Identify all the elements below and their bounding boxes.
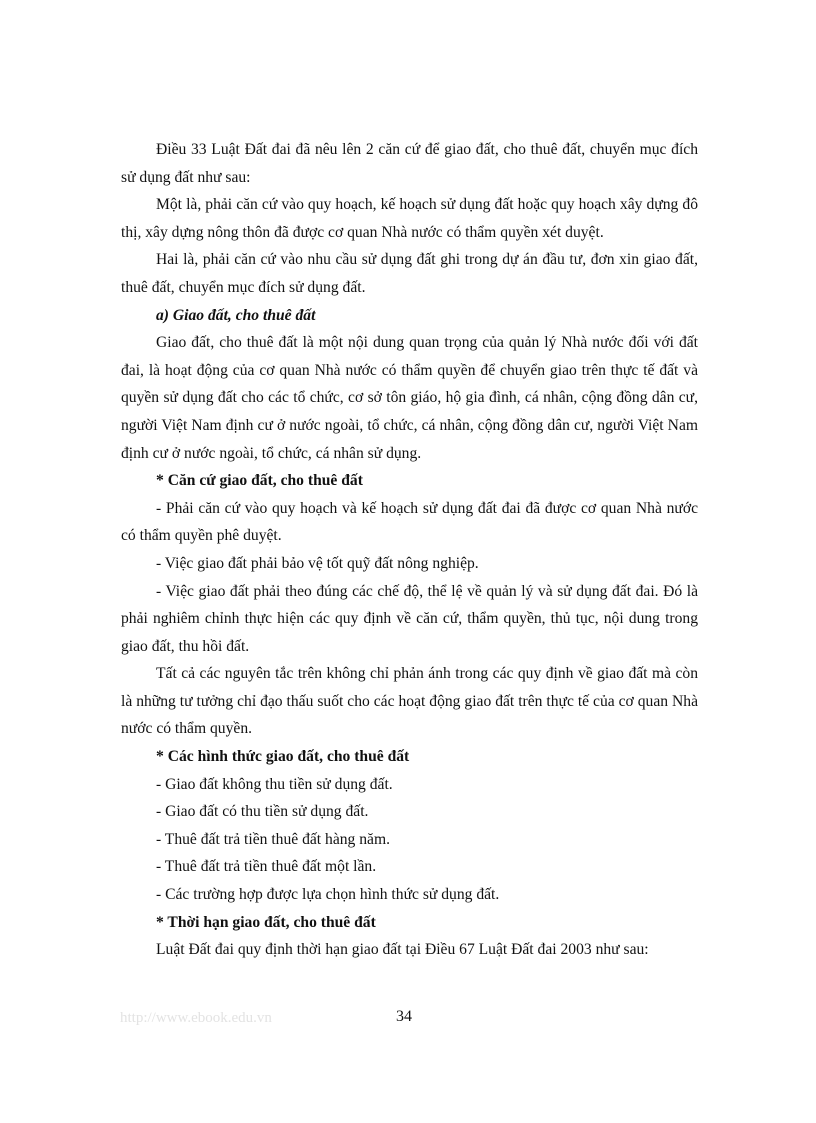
list-item-planning-basis: - Phải căn cứ vào quy hoạch và kế hoạch sử dụng đất đai đã được cơ quan Nhà nước có thẩm quyền phê duyệt. [121,499,698,545]
list-item-protect-agricultural-land: - Việc giao đất phải bảo vệ tốt quỹ đất nông nghiệp. [156,554,479,572]
subheading-allocation-forms: * Các hình thức giao đất, cho thuê đất [156,748,410,766]
paragraph-land-allocation-definition: Giao đất, cho thuê đất là một nội dung quan trọng của quản lý Nhà nước đối với đất đai, là hoạt động của cơ quan Nhà nước có thẩm quyền để chuyển giao trên thực tế đất và quyền sử dụng đất cho các tổ chức, cơ sở tôn giáo, hộ gia đình, cá nhân, cộng đồng dân cư, người Việt Nam định cư ở nước ngoài, tổ chức, cá nhân, cộng đồng dân cư, người Việt Nam định cư ở nước ngoài, tổ chức, cá nhân sử dụng. [121,334,698,462]
subheading-allocation-term: * Thời hạn giao đất, cho thuê đất [156,913,376,931]
list-item-form-annual-rent: - Thuê đất trả tiền thuê đất hàng năm. [156,830,390,848]
paragraph-first-basis: Một là, phải căn cứ vào quy hoạch, kế hoạch sử dụng đất hoặc quy hoạch xây dựng đô thị, xây dựng nông thôn đã được cơ quan Nhà nước có thẩm quyền xét duyệt. [121,196,698,241]
document-body [121,136,698,964]
paragraph-second-basis: Hai là, phải căn cứ vào nhu cầu sử dụng đất ghi trong dự án đầu tư, đơn xin giao đất, thuê đất, chuyển mục đích sử dụng đất. [121,251,698,296]
paragraph-principles: Tất cả các nguyên tắc trên không chỉ phản ánh trong các quy định về giao đất mà còn là những tư tưởng chỉ đạo thấu suốt cho các hoạt động giao đất trên thực tế của cơ quan Nhà nước có thẩm quyền. [121,665,698,738]
subheading-allocation-basis: * Căn cứ giao đất, cho thuê đất [156,472,363,490]
list-item-form-one-time-rent: - Thuê đất trả tiền thuê đất một lần. [156,858,377,876]
footer-url: http://www.ebook.edu.vn [120,1010,272,1026]
page-number: 34 [396,1008,412,1025]
list-item-form-with-fee: - Giao đất có thu tiền sử dụng đất. [156,803,369,821]
paragraph-article-67: Luật Đất đai quy định thời hạn giao đất tại Điều 67 Luật Đất đai 2003 như sau: [156,941,649,959]
list-item-form-choice: - Các trường hợp được lựa chọn hình thức sử dụng đất. [156,886,500,904]
list-item-follow-regulations: - Việc giao đất phải theo đúng các chế độ, thể lệ về quản lý và sử dụng đất đai. Đó là phải nghiêm chỉnh thực hiện các quy định về căn cứ, thẩm quyền, thủ tục, nội dung trong giao đất, thu hồi đất. [121,582,698,655]
list-item-form-no-fee: - Giao đất không thu tiền sử dụng đất. [156,775,393,793]
section-heading-land-allocation: a) Giao đất, cho thuê đất [156,306,316,324]
paragraph-article-33: Điều 33 Luật Đất đai đã nêu lên 2 căn cứ để giao đất, cho thuê đất, chuyển mục đích sử dụng đất như sau: [121,141,698,186]
